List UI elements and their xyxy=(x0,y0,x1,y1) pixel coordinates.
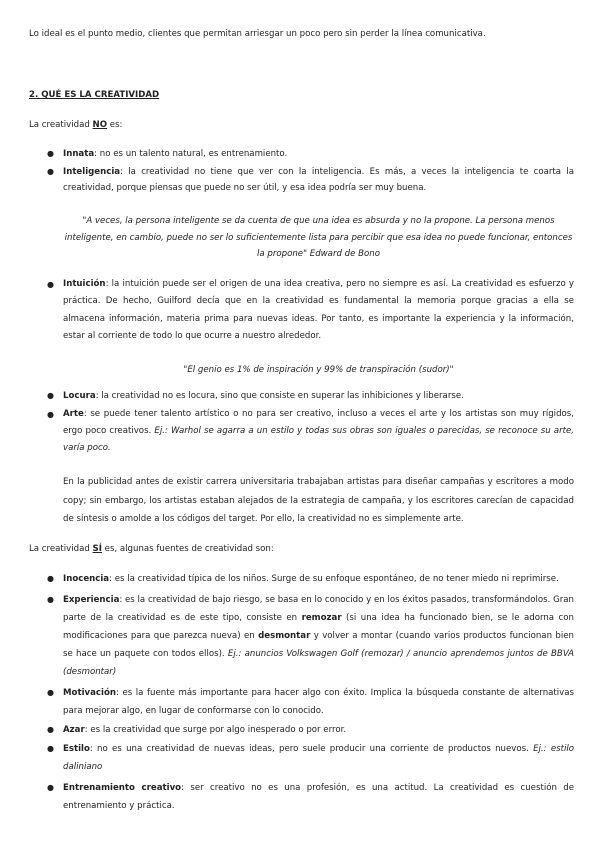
bullet-icon: ● xyxy=(47,725,54,734)
quote-de-bono: "A veces, la persona inteligente se da cuenta de que una idea es absurda y no la propone. La persona menos inteligente, en cambio, puede no ser lo suficientemente lista para percibir que esa idea no puede funcionar, entonces la propone" Edward de Bono xyxy=(64,216,573,259)
list-item-inocencia xyxy=(29,570,574,588)
term-text: : es la creatividad de bajo riesgo, se basa en lo conocido y en los éxitos pasados, transformándolos. Gran parte de la creatividad es de este tipo, consiste en xyxy=(63,595,574,623)
no-intro-pre: La creatividad xyxy=(29,120,93,130)
term-text: : no es una creatividad de nuevas ideas, pero suele producir una corriente de productos nuevos. xyxy=(89,744,534,754)
term: Azar xyxy=(63,725,85,735)
term-text: : la creatividad no es locura, sino que consiste en superar las inhibiciones y liberarse. xyxy=(95,391,464,401)
list-item-experiencia xyxy=(29,591,574,681)
bullet-icon: ● xyxy=(47,391,54,400)
no-list-2 xyxy=(29,276,574,345)
list-item-arte xyxy=(29,406,574,457)
term: Locura xyxy=(63,391,96,401)
list-item-entrenamiento xyxy=(29,779,574,815)
bullet-icon: ● xyxy=(47,574,54,583)
list-item-intuicion xyxy=(29,276,574,345)
si-intro-pre: La creatividad xyxy=(29,544,93,554)
bullet-icon: ● xyxy=(47,166,54,176)
bullet-icon: ● xyxy=(47,149,54,158)
term-example: Ej.: Warhol se agarra a un estilo y todas sus obras son iguales o parecidas, se reconoce su arte, varía poco. xyxy=(63,425,574,453)
list-item-azar xyxy=(29,721,574,739)
term: Inteligencia xyxy=(63,166,121,177)
list-item-estilo xyxy=(29,740,574,776)
si-intro-key: SÍ xyxy=(92,544,102,554)
list-item-motivacion xyxy=(29,684,574,720)
art-paragraph: En la publicidad antes de existir carrera universitaria trabajaban artistas para diseñar campañas y escritores a modo copy; sin embargo, los artistas estaban alejados de la estrategia de campaña, y los escritores carecían de capacidad de síntesis o amolde a los códigos del target. Por ello, la creatividad no es simplemente arte. xyxy=(63,477,574,524)
list-item-inteligencia xyxy=(29,164,574,197)
bullet-icon: ● xyxy=(47,595,54,604)
bullet-icon: ● xyxy=(47,744,54,753)
term-bold: remozar xyxy=(301,613,342,623)
term-example: Ej.: anuncios Volkswagen Golf (remozar) / anuncio aprendemos juntos de BBVA (desmontar) xyxy=(63,649,574,677)
term: Arte xyxy=(63,408,84,419)
term: Inocencia xyxy=(63,574,110,584)
term-text: : se puede tener talento artístico o no para ser creativo, incluso a veces el arte y los artistas son muy rígidos, ergo poco creativos. xyxy=(63,408,574,436)
term: Innata xyxy=(63,149,95,159)
no-list-3 xyxy=(29,388,574,457)
bullet-icon: ● xyxy=(47,409,54,419)
no-intro-key: NO xyxy=(92,120,108,130)
term-text: : no es un talento natural, es entrenamiento. xyxy=(94,149,288,159)
si-intro-line xyxy=(29,542,274,558)
term-text: : ser creativo no es una profesión, es una actitud. La creatividad es cuestión de entrenamiento y práctica. xyxy=(63,783,575,811)
term: Experiencia xyxy=(63,595,120,605)
term: Entrenamiento creativo xyxy=(63,783,182,793)
term-text: : es la fuente más importante para hacer algo con éxito. Implica la búsqueda constante de alternativas para mejorar algo, en lugar de conformarse con lo conocido. xyxy=(63,688,574,716)
term-bold: desmontar xyxy=(258,631,311,641)
si-intro-post: es, algunas fuentes de creatividad son: xyxy=(101,544,274,554)
no-list-1 xyxy=(29,146,574,197)
term-text: : es la creatividad típica de los niños. Surge de su enfoque espontáneo, de no tener miedo ni reprimirse. xyxy=(109,574,559,584)
intro-paragraph: Lo ideal es el punto medio, clientes que permitan arriesgar un poco pero sin perder la línea comunicativa. xyxy=(29,29,486,39)
si-list xyxy=(29,570,574,815)
term-text: (si una idea ha funcionado bien, se le adorna con modificaciones para que parezca nueva) en xyxy=(63,613,574,641)
list-item-locura xyxy=(29,388,574,405)
term: Motivación xyxy=(63,688,116,698)
term: Estilo xyxy=(63,744,90,754)
bullet-icon: ● xyxy=(47,280,54,289)
term-text: : es la creatividad que surge por algo inesperado o por error. xyxy=(84,725,347,735)
term-text: : la intuición puede ser el origen de una idea creativa, pero no siempre es así. La creatividad es esfuerzo y práctica. De hecho, Guilford decía que en la creatividad es fundamental la memoria porque gracias a ella se almacena información, materia prima para nuevas ideas. Por tanto, es importante la experiencia y la información, estar al corriente de todo lo que ocurre a nuestro alrededor. xyxy=(63,279,574,341)
no-intro-post: es: xyxy=(107,120,123,130)
bullet-icon: ● xyxy=(47,688,54,697)
term: Intuición xyxy=(63,279,106,289)
term-text: y volver a montar (cuando varios productos funcionan bien se hace un paquete con todos ellos). xyxy=(63,631,574,659)
bullet-icon: ● xyxy=(47,783,54,792)
section-heading: 2. QUÉ ES LA CREATIVIDAD xyxy=(29,90,160,100)
list-item-innata xyxy=(29,146,574,163)
term-text: : la creatividad no tiene que ver con la inteligencia. Es más, a veces la inteligencia te coarta la creatividad, porque piensas que puede no ser útil, y esa idea podría ser muy buena. xyxy=(63,166,574,193)
no-intro-line xyxy=(29,118,122,134)
term-example: Ej.: estilo daliniano xyxy=(63,744,574,772)
quote-genio: "El genio es 1% de inspiración y 99% de transpiración (sudor)" xyxy=(183,365,454,375)
